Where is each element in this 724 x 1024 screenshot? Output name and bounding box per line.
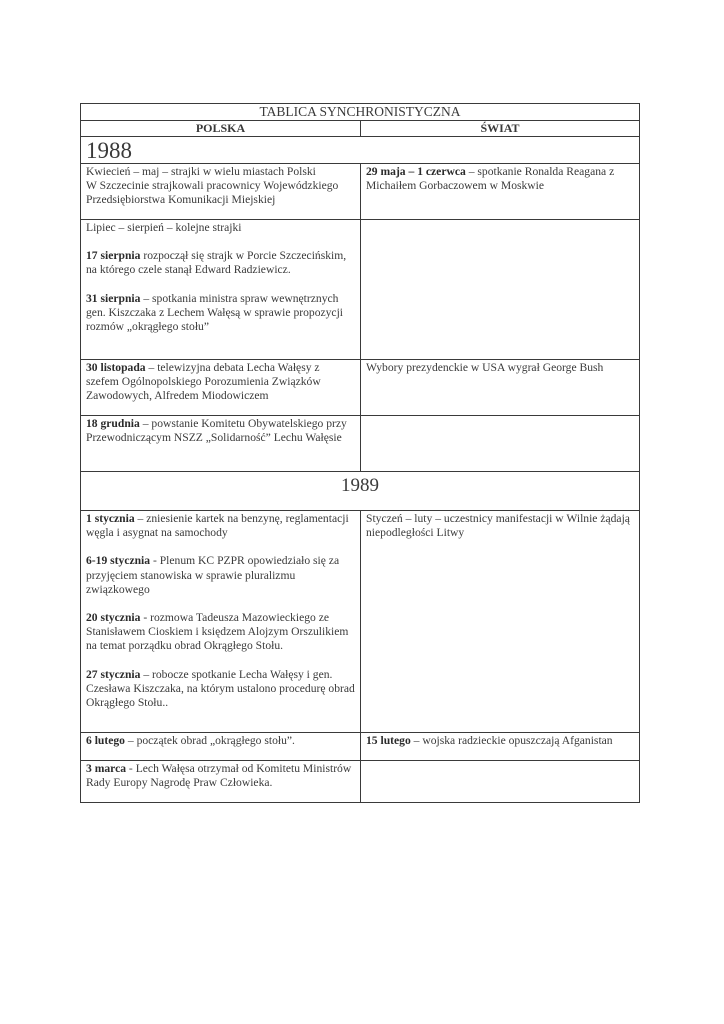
event-entry bbox=[86, 554, 355, 597]
event-date: 17 sierpnia bbox=[86, 249, 141, 263]
event-date: 1 stycznia bbox=[86, 512, 135, 525]
event-date: 30 listopada bbox=[86, 361, 146, 374]
event-text: – robocze spotkanie Lecha Wałęsy i gen. Czesława Kiszczaka, na którym ustalono procedurę obrad Okrągłego Stołu.. bbox=[86, 667, 355, 710]
event-entry bbox=[86, 611, 355, 654]
event-date: 15 lutego bbox=[366, 734, 411, 747]
event-date: 27 stycznia bbox=[86, 667, 141, 681]
table-row bbox=[81, 511, 640, 733]
table-row bbox=[81, 733, 640, 761]
poland-cell bbox=[81, 761, 361, 803]
world-cell bbox=[361, 761, 640, 803]
table-row bbox=[81, 360, 640, 416]
event-date: 20 stycznia bbox=[86, 611, 141, 625]
year-heading-1988: 1988 bbox=[81, 137, 640, 164]
column-header-poland: POLSKA bbox=[81, 121, 361, 137]
event-date: 3 marca bbox=[86, 762, 127, 775]
title-row bbox=[81, 104, 640, 121]
poland-cell bbox=[81, 164, 361, 220]
world-cell bbox=[361, 164, 640, 220]
event-text: - Lech Wałęsa otrzymał od Komitetu Ministrów Rady Europy Nagrodę Praw Człowieka. bbox=[86, 762, 352, 790]
event-date: 6 lutego bbox=[86, 734, 125, 747]
event-date: 31 sierpnia bbox=[86, 291, 141, 305]
event-date: 29 maja – 1 czerwca bbox=[366, 165, 466, 178]
event-text: – zniesienie kartek na benzynę, reglamentacji węgla i asygnat na samochody bbox=[86, 512, 349, 540]
table-row bbox=[81, 164, 640, 220]
synchronistic-table bbox=[80, 103, 640, 803]
event-date: 6-19 stycznia bbox=[86, 554, 151, 568]
year-row-1988 bbox=[81, 137, 640, 164]
world-cell bbox=[361, 220, 640, 360]
poland-cell bbox=[81, 220, 361, 360]
event-text: - rozmowa Tadeusza Mazowieckiego ze Stanisławem Cioskiem i księdzem Alojzym Orszulikiem na temat porządku obrad Okrągłego Stołu. bbox=[86, 611, 349, 653]
poland-cell bbox=[81, 416, 361, 472]
table-row bbox=[81, 220, 640, 360]
event-text: – początek obrad „okrągłego stołu”. bbox=[124, 734, 295, 747]
event-text: Lipiec – sierpień – kolejne strajki bbox=[86, 221, 242, 234]
event-text: Wybory prezydenckie w USA wygrał George Bush bbox=[366, 361, 604, 374]
year-heading-1989: 1989 bbox=[81, 472, 640, 511]
poland-cell bbox=[81, 733, 361, 761]
event-text: – wojska radzieckie opuszczają Afganistan bbox=[410, 734, 613, 747]
event-text: – powstanie Komitetu Obywatelskiego przy Przewodniczącym NSZZ „Solidarność” Lechu Wałęsie bbox=[86, 417, 347, 445]
column-header-world: ŚWIAT bbox=[361, 121, 640, 137]
year-row-1989 bbox=[81, 472, 640, 511]
world-cell bbox=[361, 733, 640, 761]
table-row bbox=[81, 416, 640, 472]
event-text: – telewizyjna debata Lecha Wałęsy z szefem Ogólnopolskiego Porozumienia Związków Zawodowych, Alfredem Miodowiczem bbox=[86, 361, 321, 403]
world-cell bbox=[361, 360, 640, 416]
event-entry bbox=[86, 221, 355, 235]
poland-cell bbox=[81, 360, 361, 416]
event-text: Styczeń – luty – uczestnicy manifestacji w Wilnie żądają niepodległości Litwy bbox=[366, 512, 630, 540]
world-cell bbox=[361, 511, 640, 733]
event-entry bbox=[86, 668, 355, 711]
column-header-row bbox=[81, 121, 640, 137]
event-entry bbox=[86, 512, 355, 540]
event-text: – spotkanie Ronalda Reagana z Michaiłem Gorbaczowem w Moskwie bbox=[366, 165, 615, 193]
event-text: Kwiecień – maj – strajki w wielu miastach Polski W Szczecinie strajkowali pracownicy Wojewódzkiego Przedsiębiorstwa Komunikacji Miejskiej bbox=[86, 165, 339, 207]
event-entry bbox=[86, 292, 355, 335]
event-date: 18 grudnia bbox=[86, 417, 140, 430]
table-title: TABLICA SYNCHRONISTYCZNA bbox=[81, 104, 640, 121]
event-entry bbox=[86, 249, 355, 277]
event-text: - Plenum KC PZPR opowiedziało się za przyjęciem stanowiska w sprawie pluralizmu związkowego bbox=[86, 554, 340, 596]
event-text: rozpoczął się strajk w Porcie Szczecińskim, na którego czele stanął Edward Radziewicz. bbox=[86, 249, 347, 277]
world-cell bbox=[361, 416, 640, 472]
poland-cell bbox=[81, 511, 361, 733]
event-text: – spotkania ministra spraw wewnętrznych gen. Kiszczaka z Lechem Wałęsą w sprawie propozycji rozmów „okrągłego stołu” bbox=[86, 291, 344, 334]
table-row bbox=[81, 761, 640, 803]
